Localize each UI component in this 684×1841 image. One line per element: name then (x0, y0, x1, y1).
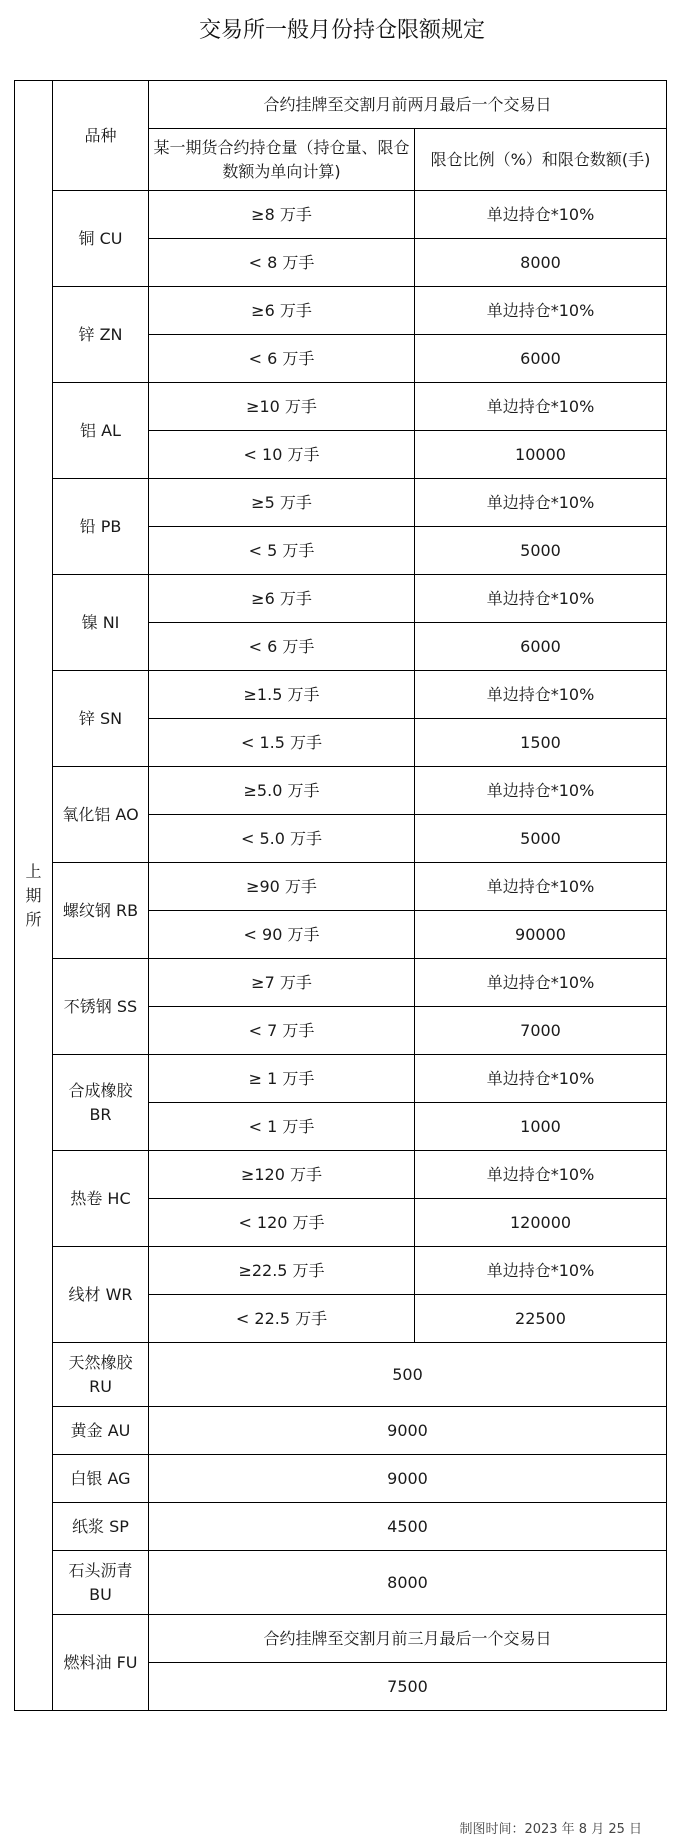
position-threshold-high: ≥6 万手 (149, 575, 415, 623)
position-threshold-low: < 5.0 万手 (149, 815, 415, 863)
position-threshold-low: < 7 万手 (149, 1007, 415, 1055)
table-row (15, 671, 667, 719)
limit-value: 500 (149, 1343, 667, 1407)
limit-value-high: 单边持仓*10% (415, 1151, 667, 1199)
limit-value-high: 单边持仓*10% (415, 671, 667, 719)
variety-cell: 锌 SN (53, 671, 149, 767)
variety-cell: 铝 AL (53, 383, 149, 479)
position-threshold-low: < 8 万手 (149, 239, 415, 287)
limit-value-low: 1000 (415, 1103, 667, 1151)
header-row-1 (15, 81, 667, 129)
limit-value-low: 8000 (415, 239, 667, 287)
limit-value: 9000 (149, 1455, 667, 1503)
position-threshold-high: ≥5 万手 (149, 479, 415, 527)
limit-value-low: 10000 (415, 431, 667, 479)
exchange-label: 上 期 所 (25, 861, 42, 929)
variety-cell: 热卷 HC (53, 1151, 149, 1247)
position-threshold-high: ≥5.0 万手 (149, 767, 415, 815)
table-row (15, 1615, 667, 1663)
position-threshold-low: < 22.5 万手 (149, 1295, 415, 1343)
table-row (15, 1151, 667, 1199)
variety-cell: 螺纹钢 RB (53, 863, 149, 959)
limit-value: 9000 (149, 1407, 667, 1455)
limit-value-high: 单边持仓*10% (415, 1247, 667, 1295)
variety-cell: 天然橡胶 RU (53, 1343, 149, 1407)
variety-cell: 黄金 AU (53, 1407, 149, 1455)
table-row (15, 959, 667, 1007)
limit-column-header: 限仓比例（%）和限仓数额(手) (415, 129, 667, 191)
position-limit-table (14, 80, 667, 1711)
position-threshold-low: < 90 万手 (149, 911, 415, 959)
variety-cell: 石头沥青 BU (53, 1551, 149, 1615)
position-column-header: 某一期货合约持仓量（持仓量、限仓数额为单向计算) (149, 129, 415, 191)
variety-cell: 不锈钢 SS (53, 959, 149, 1055)
variety-cell: 铅 PB (53, 479, 149, 575)
position-threshold-high: ≥90 万手 (149, 863, 415, 911)
limit-value-low: 6000 (415, 623, 667, 671)
table-row (15, 383, 667, 431)
chart-date-footer: 制图时间：2023 年 8 月 25 日 (459, 1822, 642, 1837)
table-row (15, 1503, 667, 1551)
table-row (15, 191, 667, 239)
table-row (15, 287, 667, 335)
variety-cell: 氧化铝 AO (53, 767, 149, 863)
limit-value-low: 120000 (415, 1199, 667, 1247)
table-row (15, 863, 667, 911)
limit-value-high: 单边持仓*10% (415, 959, 667, 1007)
limit-value-high: 单边持仓*10% (415, 191, 667, 239)
limit-value-low: 22500 (415, 1295, 667, 1343)
table-row (15, 1455, 667, 1503)
variety-cell: 线材 WR (53, 1247, 149, 1343)
table-row (15, 1407, 667, 1455)
table-row (15, 1551, 667, 1615)
limit-value-high: 单边持仓*10% (415, 863, 667, 911)
position-threshold-low: < 1.5 万手 (149, 719, 415, 767)
limit-value-high: 单边持仓*10% (415, 1055, 667, 1103)
position-threshold-low: < 120 万手 (149, 1199, 415, 1247)
position-threshold-low: < 10 万手 (149, 431, 415, 479)
position-threshold-low: < 5 万手 (149, 527, 415, 575)
variety-cell: 纸浆 SP (53, 1503, 149, 1551)
variety-cell: 镍 NI (53, 575, 149, 671)
variety-cell: 锌 ZN (53, 287, 149, 383)
limit-value-high: 单边持仓*10% (415, 575, 667, 623)
exchange-cell (15, 81, 53, 1711)
variety-cell: 铜 CU (53, 191, 149, 287)
limit-value-high: 单边持仓*10% (415, 287, 667, 335)
position-threshold-high: ≥8 万手 (149, 191, 415, 239)
limit-value-low: 6000 (415, 335, 667, 383)
period-header: 合约挂牌至交割月前两月最后一个交易日 (149, 81, 667, 129)
variety-cell: 合成橡胶 BR (53, 1055, 149, 1151)
position-threshold-high: ≥6 万手 (149, 287, 415, 335)
variety-cell: 白银 AG (53, 1455, 149, 1503)
limit-value-high: 单边持仓*10% (415, 479, 667, 527)
position-threshold-low: < 1 万手 (149, 1103, 415, 1151)
position-threshold-high: ≥120 万手 (149, 1151, 415, 1199)
limit-value-low: 5000 (415, 527, 667, 575)
limit-value: 7500 (149, 1663, 667, 1711)
table-row (15, 1247, 667, 1295)
table-row (15, 479, 667, 527)
position-threshold-low: < 6 万手 (149, 623, 415, 671)
page-title: 交易所一般月份持仓限额规定 (198, 18, 485, 43)
limit-value-low: 90000 (415, 911, 667, 959)
limit-value-low: 1500 (415, 719, 667, 767)
variety-header: 品种 (53, 81, 149, 191)
table-row (15, 767, 667, 815)
table-row (15, 575, 667, 623)
position-threshold-high: ≥7 万手 (149, 959, 415, 1007)
position-threshold-high: ≥10 万手 (149, 383, 415, 431)
limit-value-high: 单边持仓*10% (415, 767, 667, 815)
limit-value-high: 单边持仓*10% (415, 383, 667, 431)
limit-value-low: 7000 (415, 1007, 667, 1055)
position-threshold-high: ≥ 1 万手 (149, 1055, 415, 1103)
position-threshold-low: < 6 万手 (149, 335, 415, 383)
position-threshold-high: ≥1.5 万手 (149, 671, 415, 719)
fuel-period-header: 合约挂牌至交割月前三月最后一个交易日 (149, 1615, 667, 1663)
table-row (15, 1055, 667, 1103)
limit-value-low: 5000 (415, 815, 667, 863)
limit-value: 8000 (149, 1551, 667, 1615)
variety-cell: 燃料油 FU (53, 1615, 149, 1711)
table-row (15, 1343, 667, 1407)
limit-value: 4500 (149, 1503, 667, 1551)
position-threshold-high: ≥22.5 万手 (149, 1247, 415, 1295)
